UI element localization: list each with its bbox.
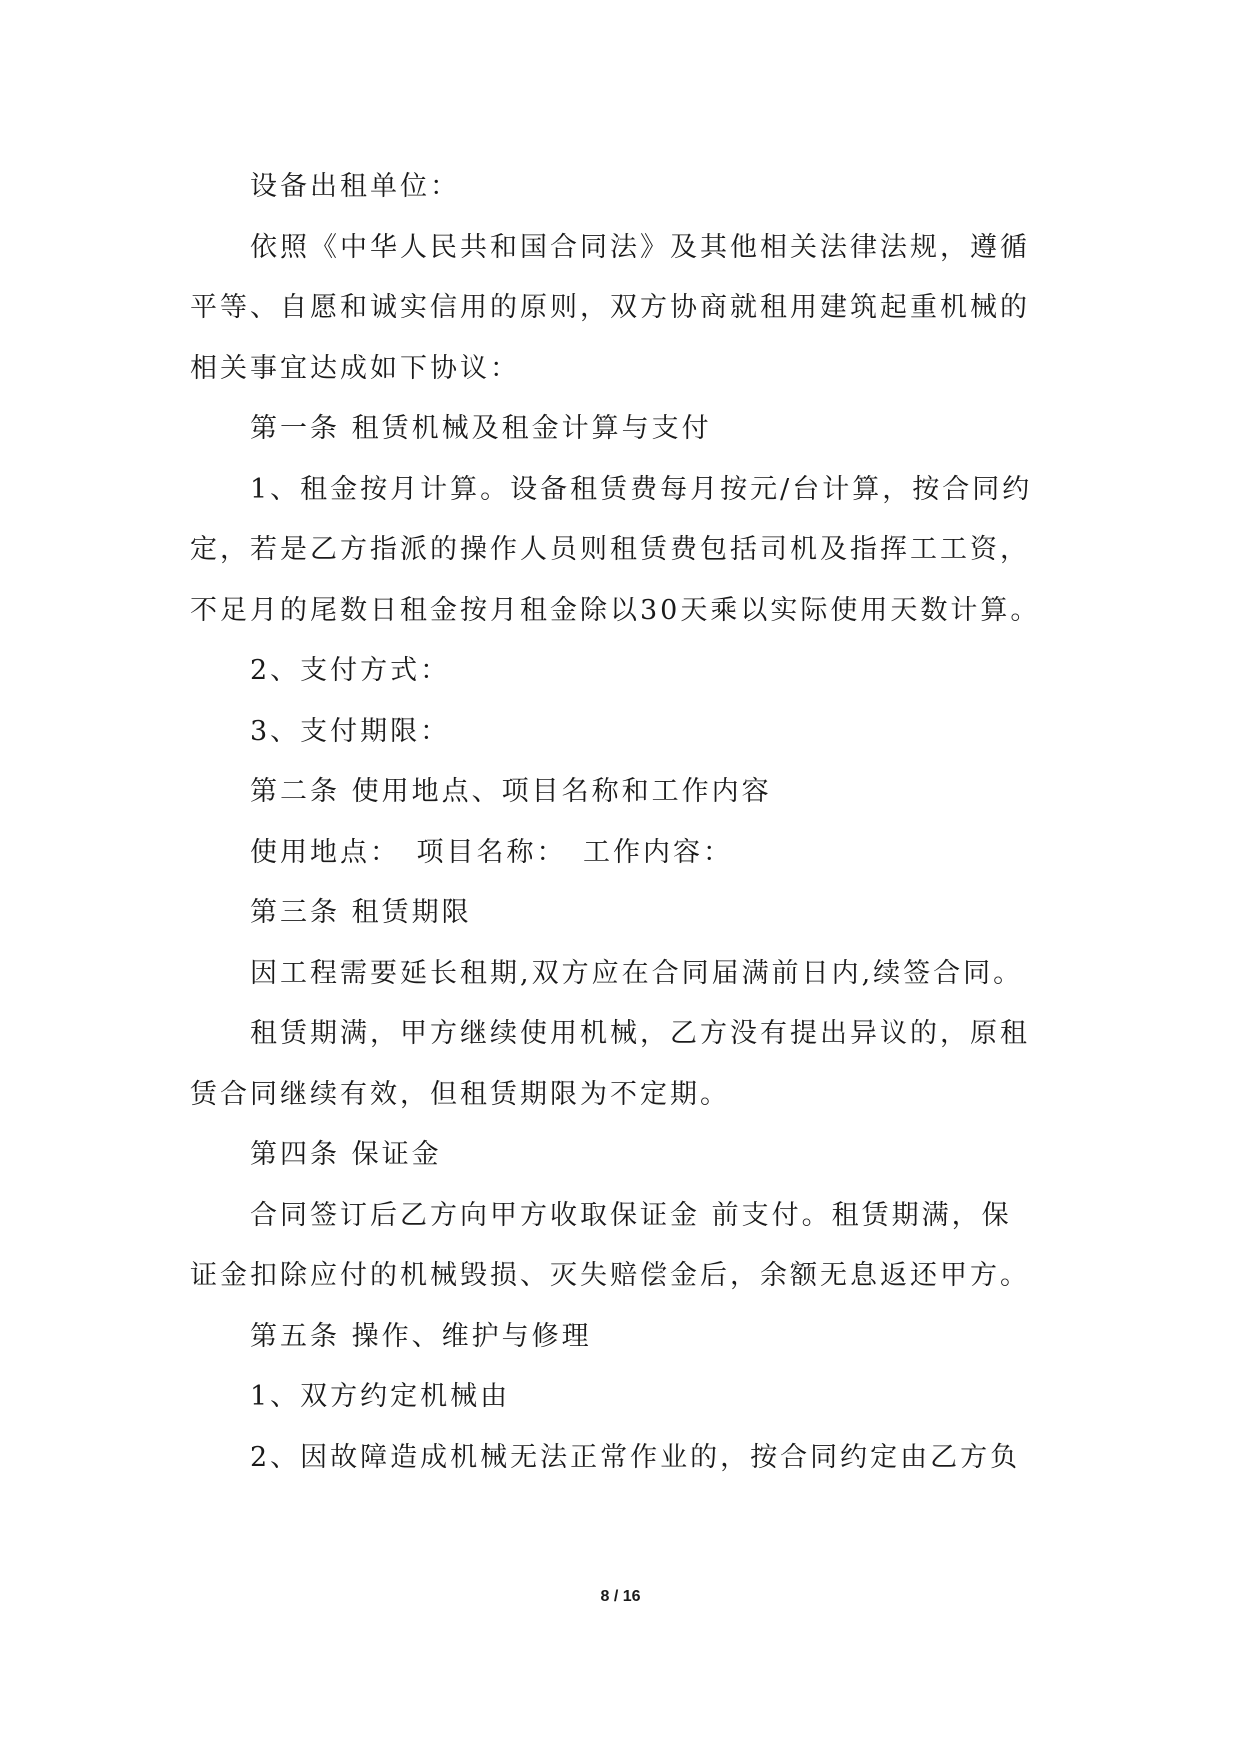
article-heading: 第一条 租赁机械及租金计算与支付 <box>250 413 712 444</box>
text-line: 1、租金按月计算。设备租赁费每月按元/台计算，按合同约 <box>250 473 1033 505</box>
text-line: 赁合同继续有效，但租赁期限为不定期。 <box>190 1078 730 1110</box>
text-line: 依照《中华人民共和国合同法》及其他相关法律法规，遵循 <box>250 231 1030 263</box>
text-line: 平等、自愿和诚实信用的原则，双方协商就租用建筑起重机械的 <box>190 292 1030 323</box>
article-heading: 第三条 租赁期限 <box>250 897 472 928</box>
text-line: 租赁期满，甲方继续使用机械，乙方没有提出异议的，原租 <box>250 1018 1030 1049</box>
text-line: 定，若是乙方指派的操作人员则租赁费包括司机及指挥工工资， <box>190 534 1030 565</box>
text-line: 合同签订后乙方向甲方收取保证金 前支付。租赁期满，保 <box>250 1199 1012 1231</box>
text-line: 3、支付期限： <box>250 715 451 747</box>
article-heading: 第五条 操作、维护与修理 <box>250 1320 592 1352</box>
text-line: 1、双方约定机械由 <box>250 1381 511 1412</box>
text-line: 因工程需要延长租期,双方应在合同届满前日内,续签合同。 <box>250 957 1024 989</box>
article-heading: 第四条 保证金 <box>250 1139 442 1170</box>
text-line: 设备出租单位： <box>250 171 460 202</box>
text-line: 2、支付方式： <box>250 655 451 686</box>
text-line: 不足月的尾数日租金按月租金除以30天乘以实际使用天数计算。 <box>190 594 1041 626</box>
contract-body <box>190 157 1050 1488</box>
text-line: 2、因故障造成机械无法正常作业的，按合同约定由乙方负 <box>250 1441 1021 1473</box>
text-line: 使用地点： 项目名称： 工作内容： <box>250 836 733 868</box>
page-number: 8 / 16 <box>600 1588 641 1605</box>
text-line: 证金扣除应付的机械毁损、灭失赔偿金后，余额无息返还甲方。 <box>190 1260 1030 1291</box>
article-heading: 第二条 使用地点、项目名称和工作内容 <box>250 776 772 807</box>
text-line: 相关事宜达成如下协议： <box>190 352 520 384</box>
